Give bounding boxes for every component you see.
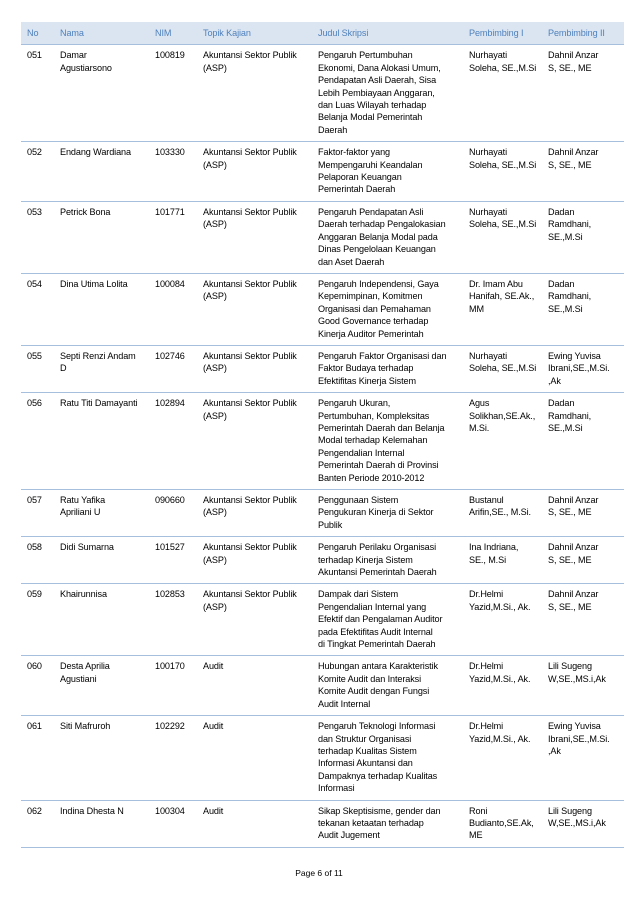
cell-nim: 100170 — [151, 656, 199, 716]
table-row — [21, 800, 624, 847]
cell-nama: Damar Agustiarsono — [56, 45, 151, 142]
cell-pembimbing-2: Dadan Ramdhani, SE.,M.Si — [544, 201, 624, 273]
cell-judul-skripsi: Pengaruh Independensi, Gaya Kepemimpinan, Komitmen Organisasi dan Pemahaman Good Governance terhadap Kinerja Auditor Pemerintah — [314, 273, 465, 345]
cell-pembimbing-2: Ewing Yuvisa Ibrani,SE.,M.Si. ,Ak — [544, 345, 624, 392]
cell-judul-skripsi: Pengaruh Pendapatan Asli Daerah terhadap Pengalokasian Anggaran Belanja Modal pada Dinas Pengelolaan Keuangan dan Aset Daerah — [314, 201, 465, 273]
cell-nim: 090660 — [151, 490, 199, 537]
cell-pembimbing-1: Ina Indriana, SE., M.Si — [465, 537, 544, 584]
cell-nama: Khairunnisa — [56, 584, 151, 656]
cell-nama: Ratu Yafika Apriliani U — [56, 490, 151, 537]
cell-pembimbing-1: Dr. Imam Abu Hanifah, SE.Ak., MM — [465, 273, 544, 345]
header-nama: Nama — [56, 22, 151, 45]
cell-pembimbing-2: Ewing Yuvisa Ibrani,SE.,M.Si. ,Ak — [544, 716, 624, 800]
cell-nama: Ratu Titi Damayanti — [56, 393, 151, 490]
cell-nim: 102292 — [151, 716, 199, 800]
cell-judul-skripsi: Sikap Skeptisisme, gender dan tekanan ketaatan terhadap Audit Jugement — [314, 800, 465, 847]
cell-pembimbing-1: Roni Budianto,SE.Ak, ME — [465, 800, 544, 847]
cell-no: 053 — [21, 201, 56, 273]
table-row — [21, 584, 624, 656]
cell-no: 062 — [21, 800, 56, 847]
cell-no: 054 — [21, 273, 56, 345]
cell-pembimbing-2: Dadan Ramdhani, SE.,M.Si — [544, 273, 624, 345]
cell-nama: Indina Dhesta N — [56, 800, 151, 847]
cell-judul-skripsi: Pengaruh Faktor Organisasi dan Faktor Budaya terhadap Efektifitas Kinerja Sistem — [314, 345, 465, 392]
cell-topik-kajian: Akuntansi Sektor Publik (ASP) — [199, 393, 314, 490]
cell-no: 051 — [21, 45, 56, 142]
cell-pembimbing-2: Lili Sugeng W,SE.,MS.i,Ak — [544, 656, 624, 716]
table-row — [21, 393, 624, 490]
table-row — [21, 201, 624, 273]
cell-pembimbing-2: Dahnil Anzar S, SE., ME — [544, 490, 624, 537]
cell-nim: 101771 — [151, 201, 199, 273]
cell-nama: Endang Wardiana — [56, 142, 151, 202]
cell-topik-kajian: Audit — [199, 656, 314, 716]
header-pembimbing-1: Pembimbing I — [465, 22, 544, 45]
cell-pembimbing-2: Dahnil Anzar S, SE., ME — [544, 537, 624, 584]
cell-no: 057 — [21, 490, 56, 537]
cell-judul-skripsi: Pengaruh Ukuran, Pertumbuhan, Kompleksitas Pemerintah Daerah dan Belanja Modal terhadap Kelemahan Pengendalian Internal Pemerintah Daerah di Provinsi Banten Periode 2010-2012 — [314, 393, 465, 490]
cell-pembimbing-2: Lili Sugeng W,SE.,MS.i,Ak — [544, 800, 624, 847]
cell-nim: 102853 — [151, 584, 199, 656]
table-row — [21, 273, 624, 345]
cell-no: 056 — [21, 393, 56, 490]
cell-pembimbing-2: Dahnil Anzar S, SE., ME — [544, 45, 624, 142]
cell-no: 060 — [21, 656, 56, 716]
cell-topik-kajian: Akuntansi Sektor Publik (ASP) — [199, 537, 314, 584]
cell-pembimbing-2: Dadan Ramdhani, SE.,M.Si — [544, 393, 624, 490]
cell-no: 061 — [21, 716, 56, 800]
cell-topik-kajian: Akuntansi Sektor Publik (ASP) — [199, 273, 314, 345]
thesis-table — [21, 22, 624, 848]
cell-topik-kajian: Audit — [199, 800, 314, 847]
cell-pembimbing-1: Agus Solikhan,SE.Ak., M.Si. — [465, 393, 544, 490]
table-row — [21, 142, 624, 202]
table-row — [21, 656, 624, 716]
cell-pembimbing-1: Nurhayati Soleha, SE.,M.Si — [465, 142, 544, 202]
table-row — [21, 537, 624, 584]
header-nim: NIM — [151, 22, 199, 45]
cell-nim: 100084 — [151, 273, 199, 345]
header-no: No — [21, 22, 56, 45]
cell-nama: Desta Aprilia Agustiani — [56, 656, 151, 716]
cell-no: 058 — [21, 537, 56, 584]
cell-pembimbing-1: Nurhayati Soleha, SE.,M.Si — [465, 345, 544, 392]
table-row — [21, 345, 624, 392]
cell-judul-skripsi: Faktor-faktor yang Mempengaruhi Keandalan Pelaporan Keuangan Pemerintah Daerah — [314, 142, 465, 202]
cell-nim: 103330 — [151, 142, 199, 202]
cell-topik-kajian: Akuntansi Sektor Publik (ASP) — [199, 584, 314, 656]
cell-pembimbing-1: Nurhayati Soleha, SE.,M.Si — [465, 45, 544, 142]
cell-judul-skripsi: Pengaruh Teknologi Informasi dan Struktur Organisasi terhadap Kualitas Sistem Informasi Akuntansi dan Dampaknya terhadap Kualitas Informasi — [314, 716, 465, 800]
page-number: Page 6 of 11 — [295, 868, 343, 878]
cell-nim: 101527 — [151, 537, 199, 584]
cell-topik-kajian: Akuntansi Sektor Publik (ASP) — [199, 142, 314, 202]
cell-judul-skripsi: Pengaruh Pertumbuhan Ekonomi, Dana Alokasi Umum, Pendapatan Asli Daerah, Sisa Lebih Pembiayaan Anggaran, dan Luas Wilayah terhadap Belanja Modal Pemerintah Daerah — [314, 45, 465, 142]
cell-judul-skripsi: Dampak dari Sistem Pengendalian Internal yang Efektif dan Pengalaman Auditor pada Efektifitas Audit Internal di Tingkat Pemerintah Daerah — [314, 584, 465, 656]
header-judul-skripsi: Judul Skripsi — [314, 22, 465, 45]
cell-pembimbing-1: Dr.Helmi Yazid,M.Si., Ak. — [465, 716, 544, 800]
cell-pembimbing-1: Nurhayati Soleha, SE.,M.Si — [465, 201, 544, 273]
cell-pembimbing-1: Bustanul Arifin,SE., M.Si. — [465, 490, 544, 537]
cell-topik-kajian: Akuntansi Sektor Publik (ASP) — [199, 45, 314, 142]
table-header-row — [21, 22, 624, 45]
cell-pembimbing-2: Dahnil Anzar S, SE., ME — [544, 142, 624, 202]
cell-nim: 102894 — [151, 393, 199, 490]
cell-topik-kajian: Akuntansi Sektor Publik (ASP) — [199, 490, 314, 537]
cell-nama: Siti Mafruroh — [56, 716, 151, 800]
cell-nama: Didi Sumarna — [56, 537, 151, 584]
header-pembimbing-2: Pembimbing II — [544, 22, 624, 45]
cell-no: 052 — [21, 142, 56, 202]
cell-pembimbing-1: Dr.Helmi Yazid,M.Si., Ak. — [465, 584, 544, 656]
cell-nim: 100819 — [151, 45, 199, 142]
cell-topik-kajian: Akuntansi Sektor Publik (ASP) — [199, 201, 314, 273]
cell-pembimbing-2: Dahnil Anzar S, SE., ME — [544, 584, 624, 656]
cell-judul-skripsi: Penggunaan Sistem Pengukuran Kinerja di Sektor Publik — [314, 490, 465, 537]
cell-no: 055 — [21, 345, 56, 392]
cell-nim: 100304 — [151, 800, 199, 847]
cell-topik-kajian: Audit — [199, 716, 314, 800]
cell-judul-skripsi: Pengaruh Perilaku Organisasi terhadap Kinerja Sistem Akuntansi Pemerintah Daerah — [314, 537, 465, 584]
table-row — [21, 45, 624, 142]
cell-no: 059 — [21, 584, 56, 656]
cell-nama: Dina Utima Lolita — [56, 273, 151, 345]
cell-nama: Septi Renzi Andam D — [56, 345, 151, 392]
header-topik-kajian: Topik Kajian — [199, 22, 314, 45]
cell-topik-kajian: Akuntansi Sektor Publik (ASP) — [199, 345, 314, 392]
cell-nama: Petrick Bona — [56, 201, 151, 273]
cell-nim: 102746 — [151, 345, 199, 392]
cell-judul-skripsi: Hubungan antara Karakteristik Komite Audit dan Interaksi Komite Audit dengan Fungsi Audit Internal — [314, 656, 465, 716]
table-row — [21, 490, 624, 537]
table-body — [21, 45, 624, 847]
table-row — [21, 716, 624, 800]
cell-pembimbing-1: Dr.Helmi Yazid,M.Si., Ak. — [465, 656, 544, 716]
